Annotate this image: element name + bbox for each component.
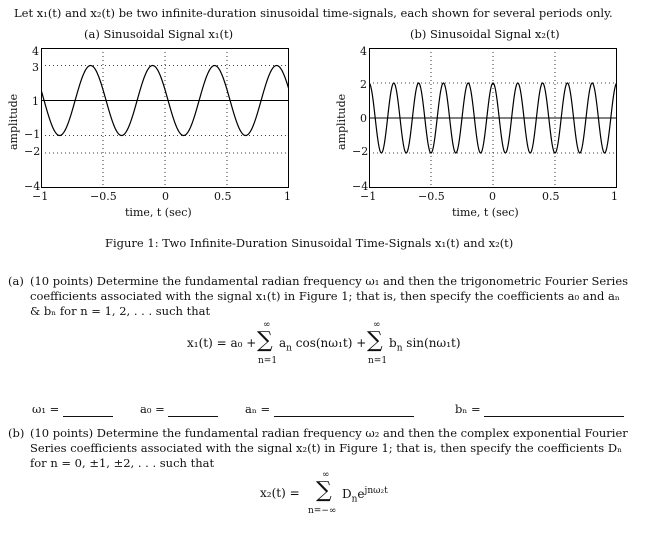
plot-a-frame (42, 49, 289, 188)
plot-b-xtick: −1 (360, 190, 377, 203)
part-a-line2: coefficients associated with the signal x₁(t) in Figure 1; that is, then specify the coefficients a₀ and aₙ (30, 289, 620, 303)
plot-b-xlabel: time, t (sec) (452, 206, 519, 219)
answer-bn-label: bₙ = (455, 402, 481, 416)
plot-b-xtick: 0.5 (542, 190, 560, 203)
plot-a-xtick: 0.5 (214, 190, 232, 203)
part-b-line3: for n = 0, ±1, ±2, . . . such that (30, 456, 215, 470)
plot-b-xtick: 0 (489, 190, 496, 203)
plot-b-ytick: 4 (360, 45, 367, 58)
plot-b-title: (b) Sinusoidal Signal x₂(t) (410, 27, 560, 41)
part-a-line3: & bₙ for n = 1, 2, . . . such that (30, 304, 211, 318)
figure-caption: Figure 1: Two Infinite-Duration Sinusoidal Time-Signals x₁(t) and x₂(t) (105, 236, 514, 250)
answer-an-label: aₙ = (245, 402, 271, 416)
part-b-label: (b) (8, 426, 25, 440)
answer-omega1-blank[interactable] (63, 404, 113, 417)
part-b-line2: Series coefficients associated with the signal x₂(t) in Figure 1; that is, then specify the coefficients Dₙ (30, 441, 623, 455)
plot-a-xtick: −0.5 (90, 190, 117, 203)
answer-omega1-label: ω₁ = (32, 402, 60, 416)
answer-bn (455, 402, 624, 417)
plot-a-xtick: −1 (32, 190, 49, 203)
plot-a-xlabel: time, t (sec) (125, 206, 192, 219)
plot-a-ytick: −1 (24, 128, 41, 141)
answer-a0 (140, 402, 218, 417)
plot-a-xtick: 1 (284, 190, 291, 203)
part-a-label: (a) (8, 274, 24, 288)
plot-a-ytick: 4 (32, 45, 39, 58)
plot-a-ytick: −2 (24, 145, 41, 158)
part-a-line1: (10 points) Determine the fundamental radian frequency ω₁ and then the trigonometric Fourier Series (30, 274, 629, 288)
plot-b-ytick: −2 (352, 145, 369, 158)
intro-text: Let x₁(t) and x₂(t) be two infinite-duration sinusoidal time-signals, each shown for several periods only. (14, 6, 613, 20)
plot-b-xtick: −0.5 (418, 190, 445, 203)
plot-a-ytick: −4 (24, 180, 41, 193)
plot-a-xtick: 0 (162, 190, 169, 203)
part-b-line1: (10 points) Determine the fundamental radian frequency ω₂ and then the complex exponential Fourier (30, 426, 628, 440)
plot-b-ytick: 0 (360, 112, 367, 125)
answer-an (245, 402, 414, 417)
plot-a-ytick: 3 (32, 61, 39, 74)
plot-a-ylabel: amplitude (7, 93, 20, 150)
answer-an-blank[interactable] (274, 404, 414, 417)
plot-b-ylabel: amplitude (335, 93, 348, 150)
answer-a0-blank[interactable] (168, 404, 218, 417)
plot-a-title: (a) Sinusoidal Signal x₁(t) (84, 27, 234, 41)
answer-a0-label: a₀ = (140, 402, 165, 416)
plot-b-ytick: 2 (360, 78, 367, 91)
answer-bn-blank[interactable] (484, 404, 624, 417)
answer-omega1 (32, 402, 113, 417)
plot-b-figure (369, 48, 617, 188)
plot-a-ytick: 1 (32, 95, 39, 108)
plot-a-figure (41, 48, 289, 188)
plot-b-xtick: 1 (611, 190, 618, 203)
plot-b-ytick: −4 (352, 180, 369, 193)
